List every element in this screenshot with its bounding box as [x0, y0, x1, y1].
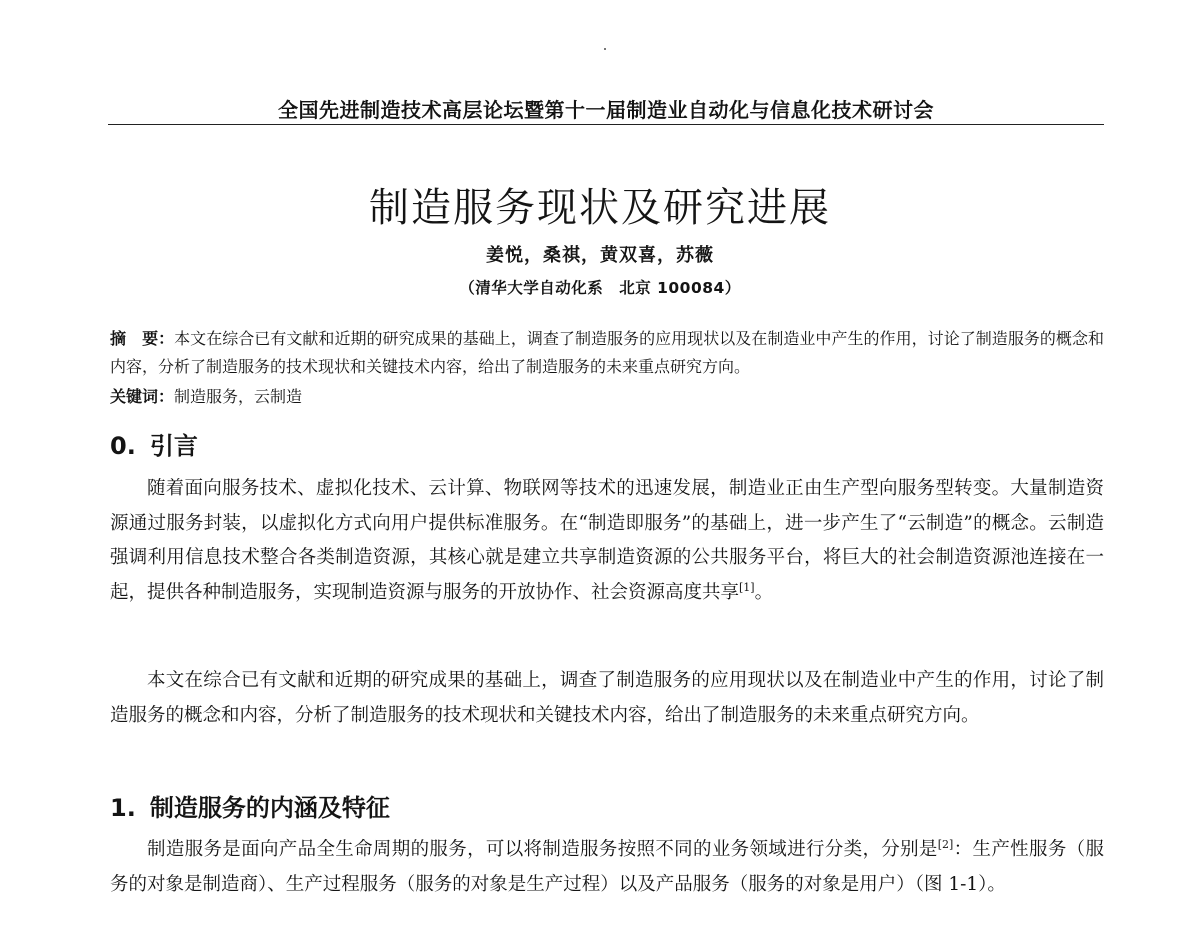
section-heading-introduction: [110, 430, 198, 462]
paragraph: [110, 833, 1104, 902]
paragraph: [110, 472, 1104, 610]
paragraph: [110, 664, 1104, 733]
paper-title: 制造服务现状及研究进展: [369, 185, 831, 231]
citation-ref: [1]: [739, 580, 755, 594]
section-number: 0.: [110, 432, 136, 460]
running-header: 全国先进制造技术高层论坛暨第十一届制造业自动化与信息化技术研讨会: [278, 98, 934, 122]
section-title: 引言: [149, 432, 198, 460]
paragraph-text: 本文在综合已有文献和近期的研究成果的基础上，调查了制造服务的应用现状以及在制造业中产生的作用，讨论了制造服务的概念和内容，分析了制造服务的技术现状和关键技术内容，给出了制造服务的未来重点研究方向。: [110, 670, 1104, 726]
abstract-label: 摘 要：: [110, 329, 175, 348]
header-rule: [108, 124, 1104, 125]
paragraph-text: 随着面向服务技术、虚拟化技术、云计算、物联网等技术的迅速发展，制造业正由生产型向服务型转变。大量制造资源通过服务封装，以虚拟化方式向用户提供标准服务。在“制造即服务”的基础上，进一步产生了“云制造”的概念。云制造强调利用信息技术整合各类制造资源，其核心就是建立共享制造资源的公共服务平台，将巨大的社会制造资源池连接在一起，提供各种制造服务，实现制造资源与服务的开放协作、社会资源高度共享: [110, 478, 1104, 603]
keywords-text: 制造服务，云制造: [174, 387, 303, 406]
paragraph-tail: 。: [754, 581, 774, 603]
abstract-text: 本文在综合已有文献和近期的研究成果的基础上，调查了制造服务的应用现状以及在制造业中产生的作用，讨论了制造服务的概念和内容，分析了制造服务的技术现状和关键技术内容，给出了制造服务的未来重点研究方向。: [110, 329, 1104, 376]
paragraph-text: 制造服务是面向产品全生命周期的服务，可以将制造服务按照不同的业务领域进行分类，分别是: [147, 839, 938, 860]
paragraph-tail: ：生产性服务（服务的对象是制造商）、生产过程服务（服务的对象是生产过程）以及产品服务（服务的对象是用户）（图 1-1）。: [110, 839, 1104, 895]
scan-speck: [604, 48, 606, 50]
author-list: 姜悦，桑祺，黄双喜，苏薇: [486, 245, 714, 266]
section-heading-connotation: [110, 792, 390, 824]
keywords: [110, 385, 1104, 409]
keywords-label: 关键词：: [110, 387, 175, 406]
section-number: 1.: [110, 794, 136, 822]
affiliation: （清华大学自动化系 北京 100084）: [459, 279, 741, 297]
section-title: 制造服务的内涵及特征: [149, 794, 390, 822]
citation-ref: [2]: [937, 837, 954, 851]
abstract: [110, 325, 1104, 381]
